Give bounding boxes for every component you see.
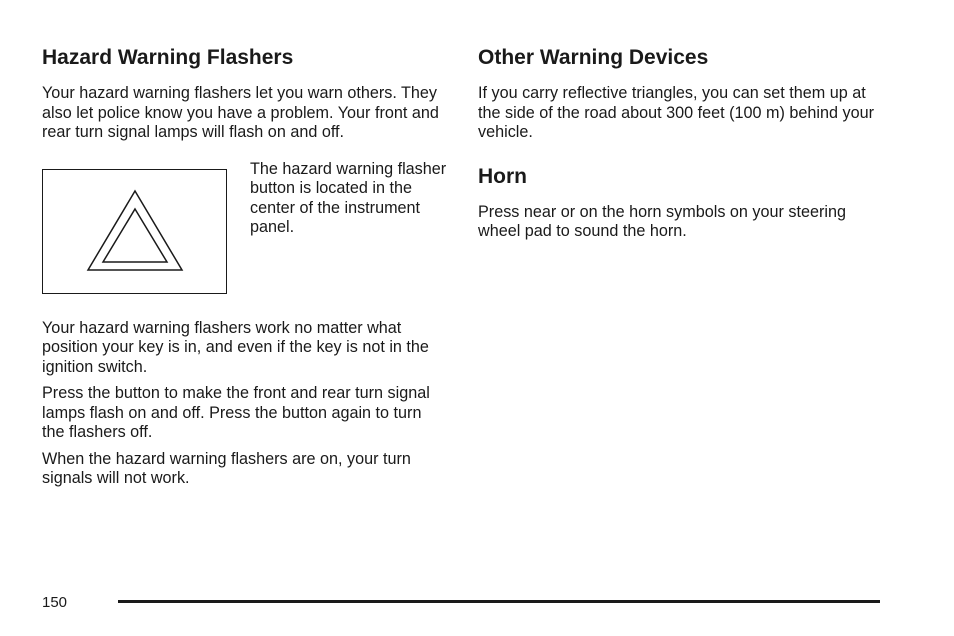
page-number: 150 — [42, 594, 68, 611]
other-warning-devices-heading: Other Warning Devices — [478, 46, 709, 69]
hazard-warning-triangle-icon — [43, 170, 228, 295]
left-column — [42, 44, 447, 496]
hazard-paragraph-key: Your hazard warning flashers work no matter what position your key is in, and even if the key is not in the ignition switch. — [42, 318, 429, 376]
hazard-intro-paragraph: Your hazard warning flashers let you warn others. They also let police know you have a problem. Your front and rear turn signal lamps will flash on and off. — [42, 84, 439, 141]
hazard-icon-frame — [42, 169, 227, 294]
hazard-button-caption: The hazard warning flasher button is located in the center of the instrument panel. — [250, 159, 447, 236]
other-warning-devices-paragraph: If you carry reflective triangles, you can set them up at the side of the road about 300 feet (100 m) behind your vehicle. — [478, 84, 874, 141]
hazard-figure-row — [42, 160, 447, 287]
hazard-paragraph-button: Press the button to make the front and rear turn signal lamps flash on and off. Press the button again to turn the flashers off. — [42, 384, 430, 441]
hazard-warning-flashers-heading: Hazard Warning Flashers — [42, 46, 294, 69]
horn-heading: Horn — [478, 164, 527, 188]
hazard-details — [42, 319, 447, 489]
hazard-paragraph-turn-signals: When the hazard warning flashers are on, your turn signals will not work. — [42, 449, 411, 487]
footer-rule — [118, 600, 880, 603]
horn-paragraph: Press near or on the horn symbols on your steering wheel pad to sound the horn. — [478, 202, 847, 240]
right-column — [478, 44, 888, 242]
